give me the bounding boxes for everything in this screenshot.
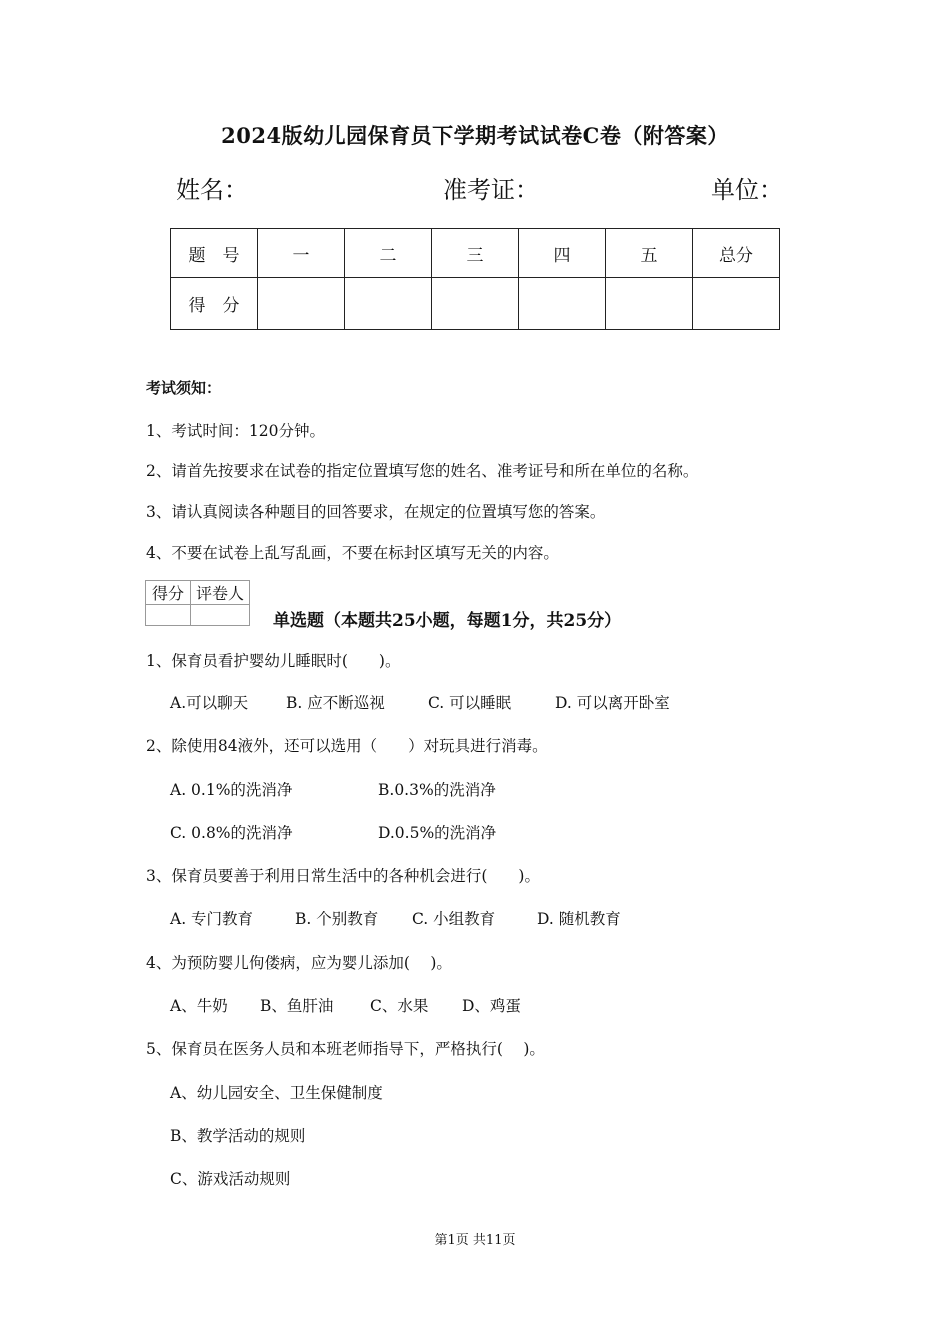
question-option: A、幼儿园安全、卫生保健制度 xyxy=(170,1084,383,1102)
question-option: A. 0.1%的洗消净 xyxy=(170,781,293,799)
score-input-cell[interactable] xyxy=(258,278,345,330)
question-stem: 1、保育员看护婴幼儿睡眠时( )。 xyxy=(146,652,401,670)
question-stem: 4、为预防婴儿佝偻病，应为婴儿添加( )。 xyxy=(146,954,452,972)
grader-name-cell[interactable] xyxy=(191,605,250,626)
score-table-header-cell: 一 xyxy=(258,229,345,278)
question-stem: 5、保育员在医务人员和本班老师指导下，严格执行( )。 xyxy=(146,1040,545,1058)
notice-item: 4、不要在试卷上乱写乱画，不要在标封区填写无关的内容。 xyxy=(146,544,559,562)
exam-number-field-label: 准考证： xyxy=(443,176,539,204)
question-option: D. 随机教育 xyxy=(537,910,621,928)
score-table-header-cell: 三 xyxy=(432,229,519,278)
notice-title: 考试须知： xyxy=(146,379,222,397)
question-option: B. 应不断巡视 xyxy=(286,694,385,712)
question-stem: 3、保育员要善于利用日常生活中的各种机会进行( )。 xyxy=(146,867,540,885)
question-option: C、游戏活动规则 xyxy=(170,1170,291,1188)
question-option: C、水果 xyxy=(370,997,429,1015)
score-input-cell[interactable] xyxy=(345,278,432,330)
score-input-cell[interactable] xyxy=(606,278,693,330)
question-option: D.0.5%的洗消净 xyxy=(378,824,497,842)
page-title: 2024版幼儿园保育员下学期考试试卷C卷（附答案） xyxy=(221,123,729,148)
question-option: D、鸡蛋 xyxy=(462,997,521,1015)
unit-field-label: 单位： xyxy=(711,176,783,204)
score-table-header-cell: 总分 xyxy=(693,229,780,278)
question-option: C. 0.8%的洗消净 xyxy=(170,824,293,842)
question-option: B. 个别教育 xyxy=(295,910,379,928)
score-table-score-row xyxy=(171,278,780,330)
score-table-header-cell: 四 xyxy=(519,229,606,278)
notice-item: 3、请认真阅读各种题目的回答要求，在规定的位置填写您的答案。 xyxy=(146,503,606,521)
question-stem: 2、除使用84液外，还可以选用（ ）对玩具进行消毒。 xyxy=(146,737,548,755)
score-input-cell[interactable] xyxy=(432,278,519,330)
score-input-cell[interactable] xyxy=(693,278,780,330)
grader-box xyxy=(145,580,250,626)
question-option: A. 专门教育 xyxy=(170,910,254,928)
notice-item: 1、考试时间：120分钟。 xyxy=(146,422,325,440)
grader-name-label: 评卷人 xyxy=(191,581,250,605)
notice-item: 2、请首先按要求在试卷的指定位置填写您的姓名、准考证号和所在单位的名称。 xyxy=(146,462,699,480)
grader-score-cell[interactable] xyxy=(146,605,191,626)
page-footer: 第1页 共11页 xyxy=(434,1233,516,1248)
score-table-header-cell: 题 号 xyxy=(171,229,258,278)
score-table-header-cell: 二 xyxy=(345,229,432,278)
section-title: 单选题（本题共25小题，每题1分，共25分） xyxy=(273,611,622,631)
score-input-cell[interactable] xyxy=(519,278,606,330)
question-option: C. 可以睡眠 xyxy=(428,694,512,712)
question-option: B、鱼肝油 xyxy=(260,997,334,1015)
question-option: A.可以聊天 xyxy=(170,694,249,712)
score-table xyxy=(170,228,780,330)
score-table-header-row xyxy=(171,229,780,278)
question-option: A、牛奶 xyxy=(170,997,228,1015)
name-field-label: 姓名： xyxy=(176,176,248,204)
question-option: C. 小组教育 xyxy=(412,910,496,928)
score-table-header-cell: 五 xyxy=(606,229,693,278)
question-option: B.0.3%的洗消净 xyxy=(378,781,496,799)
question-option: B、教学活动的规则 xyxy=(170,1127,306,1145)
grader-score-label: 得分 xyxy=(146,581,191,605)
question-option: D. 可以离开卧室 xyxy=(555,694,670,712)
score-row-label: 得 分 xyxy=(171,278,258,330)
